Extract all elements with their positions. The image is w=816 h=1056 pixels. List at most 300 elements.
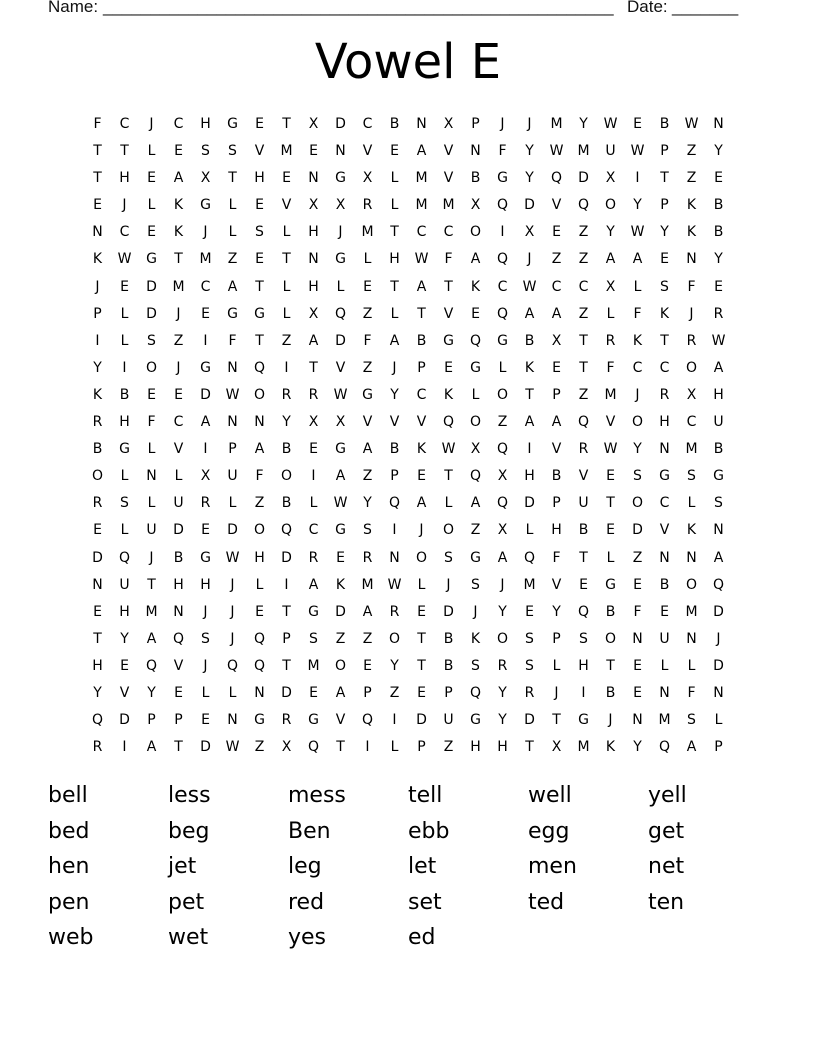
grid-letter: P xyxy=(390,468,399,485)
grid-letter: G xyxy=(470,712,481,729)
grid-letter: H xyxy=(173,576,184,593)
grid-letter: D xyxy=(200,386,211,403)
grid-letter: V xyxy=(578,468,589,485)
grid-letter: Q xyxy=(658,739,671,756)
grid-letter: W xyxy=(414,251,429,268)
grid-letter: Q xyxy=(712,576,725,593)
grid-letter: T xyxy=(417,630,426,647)
grid-letter: Y xyxy=(282,414,291,431)
grid-letter: Q xyxy=(523,549,536,566)
grid-letter: Y xyxy=(714,143,723,160)
grid-letter: Z xyxy=(578,251,589,268)
grid-letter: P xyxy=(660,143,669,160)
grid-letter: Q xyxy=(253,630,266,647)
grid-letter: L xyxy=(120,305,129,322)
grid-letter: W xyxy=(630,143,645,160)
grid-letter: Q xyxy=(496,441,509,458)
grid-letter: K xyxy=(92,386,103,403)
word-bank-item: ted xyxy=(528,889,565,915)
grid-letter: H xyxy=(254,549,265,566)
grid-letter: X xyxy=(308,414,319,431)
grid-letter: E xyxy=(255,251,264,268)
grid-letter: Y xyxy=(660,224,669,241)
grid-letter: C xyxy=(686,414,697,431)
grid-letter: S xyxy=(525,657,534,674)
grid-letter: N xyxy=(92,576,103,593)
grid-letter: N xyxy=(389,549,400,566)
grid-letter: Q xyxy=(91,712,104,729)
grid-letter: Q xyxy=(496,305,509,322)
grid-letter: N xyxy=(632,630,643,647)
grid-letter: T xyxy=(579,359,588,376)
grid-letter: Y xyxy=(390,657,399,674)
grid-letter: B xyxy=(470,170,481,187)
grid-letter: S xyxy=(309,630,318,647)
grid-letter: V xyxy=(551,197,562,214)
grid-letter: N xyxy=(173,603,184,620)
grid-letter: K xyxy=(524,359,535,376)
grid-letter: A xyxy=(497,549,508,566)
grid-letter: L xyxy=(201,684,210,701)
grid-letter: A xyxy=(470,251,481,268)
grid-letter: S xyxy=(633,468,642,485)
grid-letter: X xyxy=(200,170,211,187)
grid-letter: E xyxy=(147,386,156,403)
grid-letter: I xyxy=(284,576,289,593)
grid-letter: T xyxy=(579,549,588,566)
grid-letter: W xyxy=(630,224,645,241)
grid-letter: V xyxy=(416,414,427,431)
grid-letter: G xyxy=(497,332,508,349)
grid-letter: X xyxy=(605,170,616,187)
grid-letter: S xyxy=(687,468,696,485)
grid-letter: O xyxy=(280,468,293,485)
grid-letter: J xyxy=(419,522,424,539)
grid-letter: A xyxy=(632,251,643,268)
grid-letter: M xyxy=(442,197,455,214)
grid-letter: X xyxy=(200,468,211,485)
grid-letter: I xyxy=(392,712,397,729)
grid-letter: G xyxy=(335,522,346,539)
grid-letter: Z xyxy=(632,549,643,566)
grid-letter: Z xyxy=(578,386,589,403)
grid-letter: L xyxy=(120,468,129,485)
grid-letter: F xyxy=(633,305,642,322)
grid-letter: U xyxy=(146,522,157,539)
word-bank-item: yell xyxy=(648,783,687,808)
grid-letter: M xyxy=(415,197,428,214)
word-bank xyxy=(48,778,768,956)
grid-letter: H xyxy=(524,468,535,485)
grid-letter: G xyxy=(659,468,670,485)
grid-letter: L xyxy=(228,684,237,701)
grid-letter: Z xyxy=(578,224,589,241)
grid-letter: U xyxy=(173,495,184,512)
grid-letter: E xyxy=(660,251,669,268)
grid-letter: D xyxy=(119,712,130,729)
grid-letter: N xyxy=(254,684,265,701)
grid-letter: D xyxy=(200,739,211,756)
grid-letter: C xyxy=(119,224,130,241)
grid-letter: Q xyxy=(388,495,401,512)
grid-letter: E xyxy=(309,441,318,458)
grid-letter: C xyxy=(632,359,643,376)
grid-letter: A xyxy=(362,603,373,620)
grid-letter: H xyxy=(200,576,211,593)
grid-letter: E xyxy=(255,197,264,214)
grid-letter: E xyxy=(282,170,291,187)
grid-letter: I xyxy=(284,359,289,376)
grid-letter: V xyxy=(173,441,184,458)
grid-letter: T xyxy=(255,332,264,349)
grid-letter: J xyxy=(689,305,694,322)
grid-letter: R xyxy=(578,441,589,458)
grid-letter: L xyxy=(336,278,345,295)
grid-letter: A xyxy=(551,305,562,322)
grid-letter: R xyxy=(605,332,616,349)
word-bank-item: beg xyxy=(168,818,210,844)
grid-letter: M xyxy=(685,603,698,620)
grid-letter: O xyxy=(415,549,428,566)
grid-letter: Q xyxy=(253,359,266,376)
grid-letter: Q xyxy=(577,603,590,620)
grid-letter: T xyxy=(93,170,102,187)
grid-letter: G xyxy=(308,712,319,729)
grid-letter: E xyxy=(633,657,642,674)
grid-letter: E xyxy=(552,359,561,376)
grid-letter: I xyxy=(95,332,100,349)
grid-letter: J xyxy=(149,116,154,132)
grid-letter: D xyxy=(632,522,643,539)
grid-letter: K xyxy=(92,251,103,268)
grid-letter: N xyxy=(713,522,724,539)
grid-letter: Q xyxy=(469,684,482,701)
grid-letter: S xyxy=(687,712,696,729)
grid-letter: E xyxy=(93,522,102,539)
grid-letter: J xyxy=(203,224,208,241)
grid-letter: Q xyxy=(496,251,509,268)
grid-letter: R xyxy=(362,197,373,214)
grid-letter: A xyxy=(416,495,427,512)
grid-letter: D xyxy=(443,603,454,620)
grid-letter: X xyxy=(335,414,346,431)
grid-letter: L xyxy=(255,576,264,593)
grid-letter: Q xyxy=(442,414,455,431)
grid-letter: R xyxy=(281,386,292,403)
grid-letter: M xyxy=(523,576,536,593)
page-title: Vowel E xyxy=(314,34,502,90)
date-field-line[interactable]: _______ xyxy=(672,0,739,16)
grid-letter: S xyxy=(471,657,480,674)
word-bank-item: jet xyxy=(168,854,197,879)
grid-letter: Q xyxy=(361,712,374,729)
grid-letter: K xyxy=(443,386,454,403)
grid-letter: L xyxy=(552,657,561,674)
grid-letter: D xyxy=(335,116,346,132)
grid-letter: E xyxy=(309,143,318,160)
grid-letter: A xyxy=(713,359,724,376)
grid-letter: L xyxy=(309,495,318,512)
grid-letter: A xyxy=(713,549,724,566)
grid-letter: A xyxy=(686,739,697,756)
grid-letter: L xyxy=(390,197,399,214)
grid-letter: A xyxy=(524,305,535,322)
word-bank-item: web xyxy=(48,925,94,950)
grid-letter: Y xyxy=(93,684,102,701)
grid-letter: T xyxy=(255,278,264,295)
grid-letter: V xyxy=(335,712,346,729)
grid-letter: A xyxy=(146,630,157,647)
grid-letter: G xyxy=(254,305,265,322)
grid-letter: N xyxy=(227,712,238,729)
grid-letter: J xyxy=(230,576,235,593)
grid-letter: Q xyxy=(145,657,158,674)
grid-letter: E xyxy=(444,359,453,376)
grid-letter: D xyxy=(524,495,535,512)
grid-letter: S xyxy=(201,630,210,647)
name-field-line[interactable]: ______________________________________________________ xyxy=(103,0,614,16)
grid-letter: Q xyxy=(226,657,239,674)
grid-letter: Z xyxy=(254,495,265,512)
grid-letter: I xyxy=(122,359,127,376)
grid-letter: P xyxy=(282,630,291,647)
grid-letter: T xyxy=(309,359,318,376)
grid-letter: Z xyxy=(578,305,589,322)
grid-letter: F xyxy=(687,684,696,701)
grid-letter: W xyxy=(684,116,699,132)
date-label: Date: xyxy=(627,0,668,16)
grid-letter: Y xyxy=(525,170,534,187)
grid-letter: T xyxy=(660,332,669,349)
grid-letter: R xyxy=(497,657,508,674)
grid-letter: A xyxy=(389,332,400,349)
grid-letter: K xyxy=(173,197,184,214)
grid-letter: J xyxy=(95,278,100,295)
word-bank-item: mess xyxy=(288,783,346,808)
grid-letter: D xyxy=(173,522,184,539)
grid-letter: S xyxy=(471,576,480,593)
grid-letter: G xyxy=(362,386,373,403)
grid-letter: O xyxy=(496,386,509,403)
grid-letter: N xyxy=(308,251,319,268)
grid-letter: V xyxy=(443,305,454,322)
grid-letter: D xyxy=(146,278,157,295)
grid-letter: T xyxy=(147,576,156,593)
grid-letter: Z xyxy=(227,251,238,268)
word-bank-item: ebb xyxy=(408,818,450,844)
grid-letter: W xyxy=(117,251,132,268)
grid-letter: S xyxy=(201,143,210,160)
grid-letter: M xyxy=(577,143,590,160)
grid-letter: U xyxy=(119,576,130,593)
grid-letter: T xyxy=(93,630,102,647)
grid-letter: E xyxy=(147,170,156,187)
grid-letter: M xyxy=(361,224,374,241)
grid-letter: J xyxy=(392,359,397,376)
grid-letter: K xyxy=(416,441,427,458)
grid-letter: O xyxy=(685,359,698,376)
word-bank-item: tell xyxy=(408,783,443,808)
grid-letter: R xyxy=(713,305,724,322)
grid-letter: D xyxy=(713,657,724,674)
grid-letter: T xyxy=(606,657,615,674)
grid-letter: L xyxy=(147,197,156,214)
grid-letter: N xyxy=(659,441,670,458)
grid-letter: Y xyxy=(363,495,372,512)
grid-letter: Y xyxy=(633,739,642,756)
grid-letter: J xyxy=(176,359,181,376)
grid-letter: T xyxy=(120,143,129,160)
grid-letter: B xyxy=(389,441,400,458)
grid-letter: A xyxy=(200,414,211,431)
grid-letter: V xyxy=(443,143,454,160)
word-bank-item: ten xyxy=(648,889,685,915)
grid-letter: M xyxy=(685,441,698,458)
grid-letter: C xyxy=(308,522,319,539)
grid-letter: M xyxy=(361,576,374,593)
grid-letter: E xyxy=(633,576,642,593)
grid-letter: A xyxy=(362,441,373,458)
grid-letter: T xyxy=(282,251,291,268)
grid-letter: I xyxy=(311,468,316,485)
grid-letter: E xyxy=(255,116,264,132)
grid-letter: L xyxy=(282,224,291,241)
grid-letter: E xyxy=(201,305,210,322)
grid-letter: N xyxy=(713,684,724,701)
grid-letter: Y xyxy=(498,603,507,620)
word-bank-item: set xyxy=(408,889,442,915)
grid-letter: S xyxy=(147,332,156,349)
grid-letter: D xyxy=(335,603,346,620)
grid-letter: R xyxy=(524,684,535,701)
grid-letter: T xyxy=(174,739,183,756)
grid-letter: R xyxy=(92,414,103,431)
grid-letter: E xyxy=(93,197,102,214)
grid-letter: P xyxy=(228,441,237,458)
grid-letter: P xyxy=(174,712,183,729)
grid-letter: P xyxy=(552,630,561,647)
grid-letter: L xyxy=(525,522,534,539)
grid-letter: U xyxy=(713,414,724,431)
grid-letter: Y xyxy=(498,712,507,729)
grid-letter: N xyxy=(335,143,346,160)
grid-letter: I xyxy=(500,224,505,241)
grid-letter: O xyxy=(145,359,158,376)
grid-letter: E xyxy=(255,603,264,620)
grid-letter: X xyxy=(551,332,562,349)
grid-letter: J xyxy=(500,116,505,132)
grid-letter: O xyxy=(91,468,104,485)
grid-letter: K xyxy=(659,305,670,322)
grid-letter: A xyxy=(416,278,427,295)
grid-letter: E xyxy=(120,657,129,674)
grid-letter: A xyxy=(227,278,238,295)
grid-letter: X xyxy=(443,116,454,132)
grid-letter: H xyxy=(389,251,400,268)
grid-letter: J xyxy=(473,603,478,620)
grid-letter: U xyxy=(227,468,238,485)
grid-letter: B xyxy=(524,332,535,349)
grid-letter: K xyxy=(173,224,184,241)
grid-letter: A xyxy=(470,495,481,512)
grid-letter: L xyxy=(687,657,696,674)
grid-letter: X xyxy=(686,386,697,403)
grid-letter: D xyxy=(227,522,238,539)
worksheet-header xyxy=(48,0,748,19)
grid-letter: N xyxy=(92,224,103,241)
grid-letter: R xyxy=(659,386,670,403)
grid-letter: L xyxy=(606,549,615,566)
grid-letter: Q xyxy=(334,305,347,322)
grid-letter: T xyxy=(444,468,453,485)
grid-letter: L xyxy=(390,739,399,756)
grid-letter: C xyxy=(659,359,670,376)
grid-letter: I xyxy=(527,441,532,458)
grid-letter: L xyxy=(606,305,615,322)
word-bank-item: less xyxy=(168,783,211,808)
grid-letter: C xyxy=(578,278,589,295)
grid-letter: D xyxy=(146,305,157,322)
grid-letter: Z xyxy=(362,305,373,322)
grid-letter: N xyxy=(227,414,238,431)
grid-letter: G xyxy=(227,116,238,132)
grid-letter: P xyxy=(417,739,426,756)
word-bank-item: yes xyxy=(288,925,327,950)
grid-letter: H xyxy=(308,278,319,295)
word-bank-item: egg xyxy=(528,818,570,844)
grid-letter: E xyxy=(714,170,723,187)
grid-letter: F xyxy=(255,468,264,485)
grid-letter: U xyxy=(659,630,670,647)
grid-letter: P xyxy=(417,359,426,376)
grid-letter: R xyxy=(200,495,211,512)
grid-letter: B xyxy=(713,197,724,214)
grid-letter: L xyxy=(228,495,237,512)
grid-letter: D xyxy=(524,712,535,729)
grid-letter: E xyxy=(336,549,345,566)
grid-letter: F xyxy=(444,251,453,268)
grid-letter: Q xyxy=(307,739,320,756)
grid-letter: S xyxy=(363,522,372,539)
grid-letter: E xyxy=(174,143,183,160)
grid-letter: G xyxy=(470,549,481,566)
grid-letter: Z xyxy=(254,739,265,756)
grid-letter: E xyxy=(147,224,156,241)
grid-letter: A xyxy=(308,576,319,593)
grid-letter: J xyxy=(149,549,154,566)
grid-letter: F xyxy=(687,278,696,295)
grid-letter: T xyxy=(579,332,588,349)
grid-letter: T xyxy=(228,170,237,187)
grid-letter: B xyxy=(281,441,292,458)
grid-letter: M xyxy=(199,251,212,268)
grid-letter: O xyxy=(469,224,482,241)
grid-letter: V xyxy=(605,414,616,431)
grid-letter: F xyxy=(552,549,561,566)
grid-letter: Y xyxy=(93,359,102,376)
grid-letter: U xyxy=(605,143,616,160)
grid-letter: V xyxy=(362,414,373,431)
grid-letter: F xyxy=(498,143,507,160)
grid-letter: B xyxy=(659,576,670,593)
grid-letter: J xyxy=(500,576,505,593)
grid-letter: B xyxy=(416,332,427,349)
word-bank-item: leg xyxy=(288,854,322,879)
grid-letter: G xyxy=(578,712,589,729)
grid-letter: Q xyxy=(280,522,293,539)
grid-letter: C xyxy=(362,116,373,132)
grid-letter: P xyxy=(660,197,669,214)
